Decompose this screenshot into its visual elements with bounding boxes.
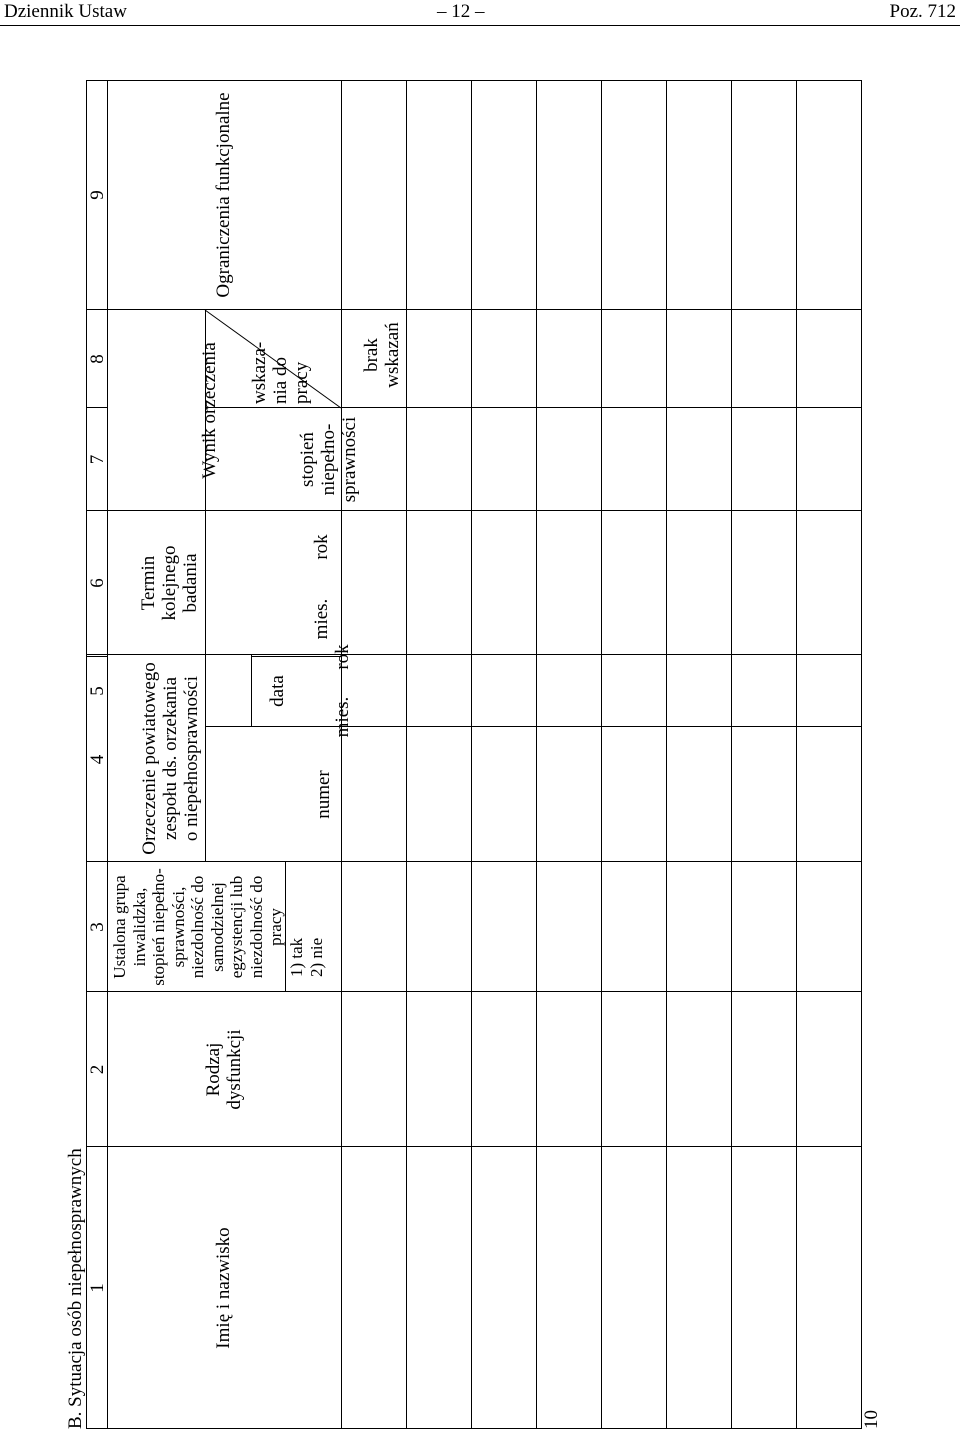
- page-number: 10: [861, 1410, 882, 1429]
- col1-header: Imię i nazwisko: [213, 1227, 234, 1349]
- col3-header-line: inwalidzka,: [129, 887, 149, 967]
- col8-bottom-line: wskazań: [382, 322, 403, 388]
- col3-options: [287, 877, 326, 977]
- col8-bottom: [361, 311, 403, 399]
- col3-header-line: samodzielnej: [207, 882, 227, 972]
- col45-group-line: Orzeczenie powiatowego: [139, 662, 160, 855]
- column-number: 1: [87, 1283, 108, 1293]
- col7-header-line: sprawności: [339, 416, 360, 503]
- col6-month: mies.: [311, 598, 332, 640]
- col4-numer: numer: [313, 770, 334, 819]
- col3-header-line: egzystencji lub: [227, 875, 246, 979]
- column-number: 8: [87, 354, 108, 364]
- col6-group-line: badania: [180, 553, 201, 613]
- row-divider: [796, 80, 797, 1429]
- col45-group-header: [139, 655, 202, 862]
- col3-option-yes: 1) tak: [287, 937, 306, 977]
- col6-group-line: kolejnego: [159, 545, 180, 621]
- section-title: B. Sytuacja osób niepełnosprawnych: [65, 1148, 86, 1429]
- row-divider: [666, 80, 667, 1429]
- col2-header: [203, 992, 245, 1147]
- col3-header-line: pracy: [266, 908, 285, 946]
- col9-header: Ograniczenia funkcjonalne: [213, 92, 234, 298]
- col3-option-no: 2) nie: [306, 937, 326, 977]
- col6-group-header: [138, 511, 201, 655]
- col45-group-line: zespołu ds. orzekania: [160, 676, 181, 841]
- col2-header-line: Rodzaj: [203, 1042, 224, 1097]
- col3-header-line: stopień niepełno-: [149, 868, 168, 986]
- header-rule: [0, 25, 960, 26]
- col8-top-line: nia do: [270, 357, 291, 404]
- col5-data: data: [267, 675, 288, 707]
- row-divider: [471, 80, 472, 1429]
- col7-header-line: stopień: [297, 432, 318, 487]
- row-divider: [601, 80, 602, 1429]
- col8-top: [249, 314, 312, 404]
- row-divider: [536, 80, 537, 1429]
- row-divider: [731, 80, 732, 1429]
- position-number: Poz. 712: [889, 1, 956, 22]
- col7-header: [297, 408, 360, 511]
- col78-group-header: Wynik orzeczenia: [199, 342, 220, 479]
- col3-header: [110, 862, 286, 992]
- rotated-form-table: [65, 80, 882, 1429]
- column-number: 5: [87, 686, 108, 696]
- page-header: [0, 0, 960, 26]
- col8-bottom-line: brak: [361, 338, 382, 372]
- col8-top-line: wskaza-: [249, 341, 270, 404]
- column-number: 7: [87, 454, 108, 465]
- col8-top-line: pracy: [291, 361, 312, 404]
- column-number: 9: [87, 190, 108, 200]
- col7-header-line: niepełno-: [318, 423, 339, 496]
- col3-header-line: niezdolność do: [188, 875, 207, 979]
- col3-header-line: sprawności,: [168, 886, 188, 968]
- col6-group-line: Termin: [138, 555, 159, 611]
- row-divider: [406, 80, 407, 1429]
- col3-header-line: Ustalona grupa: [110, 875, 129, 979]
- column-number: 2: [87, 1064, 108, 1075]
- col6-year: rok: [311, 534, 332, 560]
- journal-title: Dziennik Ustaw: [4, 1, 127, 22]
- col45-group-line: o niepełnosprawności: [181, 675, 202, 842]
- column-number: 3: [87, 922, 108, 932]
- page-indicator: – 12 –: [437, 1, 485, 22]
- col3-header-line: niezdolność do: [246, 875, 266, 979]
- column-number: 4: [87, 754, 108, 765]
- col5-month: mies.: [332, 696, 353, 738]
- col5-year: rok: [332, 644, 353, 670]
- column-number: 6: [87, 578, 108, 588]
- col2-header-line: dysfunkcji: [224, 1029, 245, 1110]
